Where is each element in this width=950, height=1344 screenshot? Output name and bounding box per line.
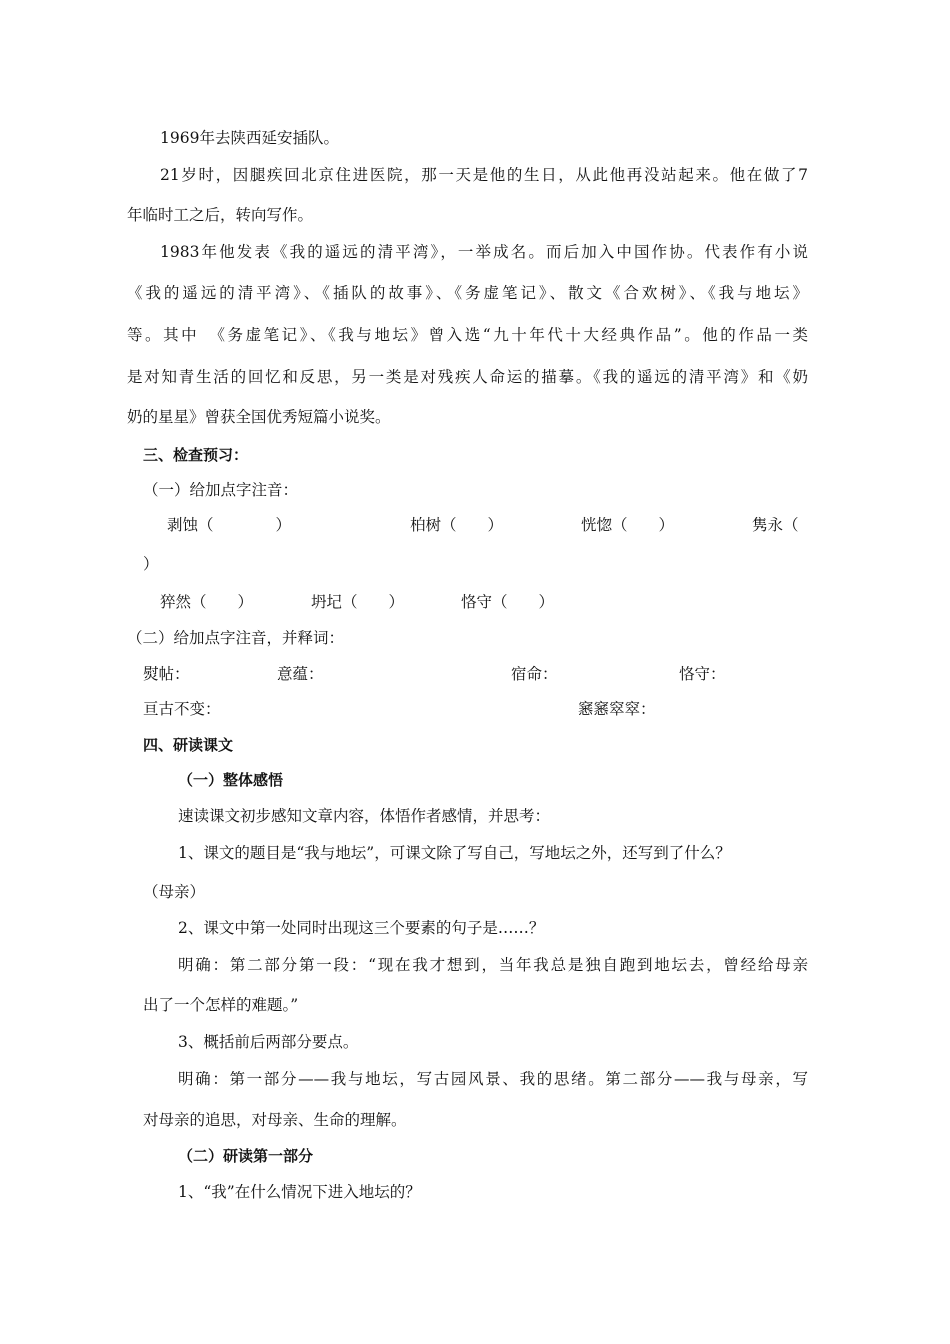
bio-line-2: 21岁时，因腿疾回北京住进医院，那一天是他的生日，从此他再没站起来。他在做了7 (160, 166, 808, 184)
pinyin-item: 柏树（ ） (410, 516, 504, 534)
bio-line-5: 《我的遥远的清平湾》、《插队的故事》、《务虚笔记》、散文《合欢树》、《我与地坛》 (127, 284, 808, 302)
pinyin-item: 隽永（ (752, 516, 799, 534)
answer-2-line-2: 出了一个怎样的难题。” (143, 996, 299, 1014)
answer-3-line-1: 明确：第一部分——我与地坛，写古园风景、我的思绪。第二部分——我与母亲，写 (178, 1070, 808, 1088)
section-4-sub-1: （一）整体感悟 (178, 771, 284, 789)
vocab-item: 宿命： (511, 665, 558, 683)
pinyin-item: 恪守（ ） (461, 593, 555, 611)
vocab-item: 亘古不变： (143, 700, 221, 718)
bio-line-4: 1983年他发表《我的遥远的清平湾》，一举成名。而后加入中国作协。代表作有小说 (160, 243, 808, 261)
question-2: 2、课文中第一处同时出现这三个要素的句子是……？ (178, 919, 545, 937)
question-4: 1、“我”在什么情况下进入地坛的？ (178, 1183, 421, 1201)
answer-1: （母亲） (143, 883, 206, 901)
section-4-intro: 速读课文初步感知文章内容，体悟作者感情，并思考： (178, 807, 551, 825)
pinyin-item: 恍惚（ ） (581, 516, 675, 534)
vocab-item: 熨帖： (143, 665, 190, 683)
section-3-sub-1: （一）给加点字注音： (143, 481, 299, 499)
section-4-heading: 四、研读课文 (143, 736, 234, 754)
question-1: 1、课文的题目是“我与地坛”，可课文除了写自己，写地坛之外，还写到了什么？ (178, 844, 731, 862)
vocab-item: 意蕴： (277, 665, 324, 683)
vocab-item: 窸窸窣窣： (578, 700, 656, 718)
bio-line-7: 是对知青生活的回忆和反思，另一类是对残疾人命运的描摹。《我的遥远的清平湾》和《奶 (127, 368, 808, 386)
section-4-sub-2: （二）研读第一部分 (178, 1147, 314, 1165)
bio-line-8: 奶的星星》曾获全国优秀短篇小说奖。 (127, 408, 391, 426)
answer-2-line-1: 明确：第二部分第一段：“现在我才想到，当年我总是独自跑到地坛去，曾经给母亲 (178, 956, 808, 974)
vocab-item: 恪守： (679, 665, 726, 683)
pinyin-item: 猝然（ ） (160, 593, 254, 611)
pinyin-item-close: ） (143, 555, 159, 573)
bio-line-3: 年临时工之后，转向写作。 (127, 206, 314, 224)
question-3: 3、概括前后两部分要点。 (178, 1033, 359, 1051)
answer-3-line-2: 对母亲的追思，对母亲、生命的理解。 (143, 1111, 407, 1129)
bio-line-6: 等。其中 《务虚笔记》、《我与地坛》曾入选“九十年代十大经典作品”。他的作品一类 (127, 326, 808, 344)
pinyin-item: 坍圮（ ） (311, 593, 405, 611)
section-3-heading: 三、检查预习： (143, 446, 249, 464)
section-3-sub-2: （二）给加点字注音，并释词： (127, 629, 345, 647)
bio-line-1: 1969年去陕西延安插队。 (160, 129, 339, 147)
pinyin-item: 剥蚀（ ） (167, 516, 292, 534)
